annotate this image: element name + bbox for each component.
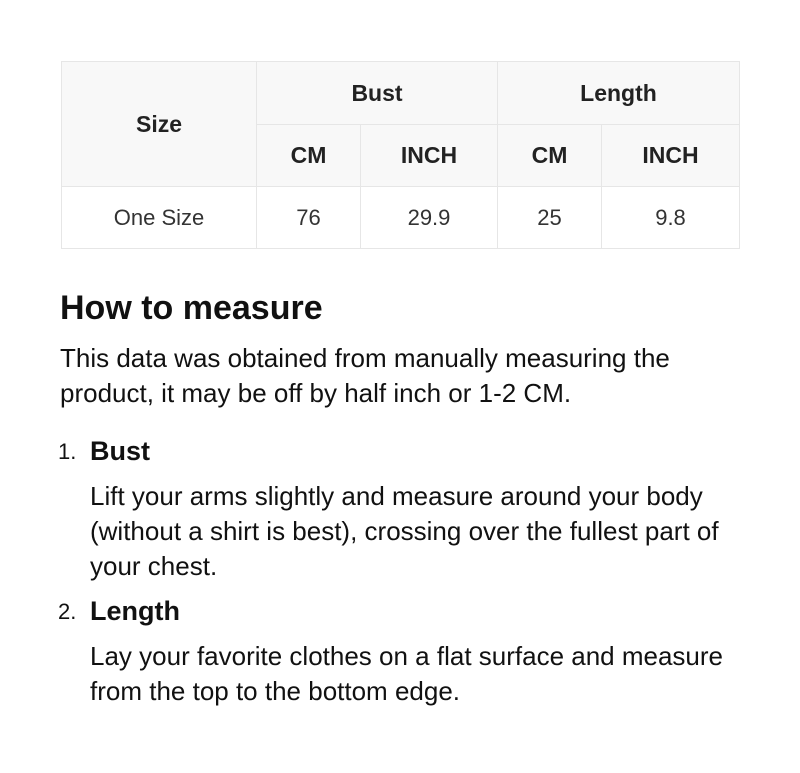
bust-group-header: Bust: [257, 62, 498, 125]
length-inch-cell: 9.8: [602, 187, 740, 249]
step-number: 2.: [58, 599, 77, 624]
step-title-bust: Bust: [90, 436, 150, 466]
length-cm-header: CM: [498, 125, 602, 187]
step-text-length: Lay your favorite clothes on a flat surface and measure from the top to the bottom edge.: [90, 641, 724, 706]
table-header-row: [62, 62, 740, 125]
size-chart-table: [61, 61, 740, 249]
bust-cm-cell: 76: [257, 187, 361, 249]
length-cm-cell: 25: [498, 187, 602, 249]
how-to-measure-heading: How to measure: [60, 289, 323, 327]
step-text-bust: Lift your arms slightly and measure around your body (without a shirt is best), crossing over the fullest part of your chest.: [90, 481, 719, 581]
table-row: [62, 187, 740, 249]
length-group-header: Length: [498, 62, 740, 125]
measure-description: This data was obtained from manually measuring the product, it may be off by half inch or 1-2 CM.: [60, 343, 670, 408]
size-column-header: Size: [62, 62, 257, 187]
bust-inch-cell: 29.9: [361, 187, 498, 249]
size-cell: One Size: [62, 187, 257, 249]
step-title-length: Length: [90, 596, 180, 626]
step-number: 1.: [58, 439, 77, 464]
bust-cm-header: CM: [257, 125, 361, 187]
bust-inch-header: INCH: [361, 125, 498, 187]
length-inch-header: INCH: [602, 125, 740, 187]
